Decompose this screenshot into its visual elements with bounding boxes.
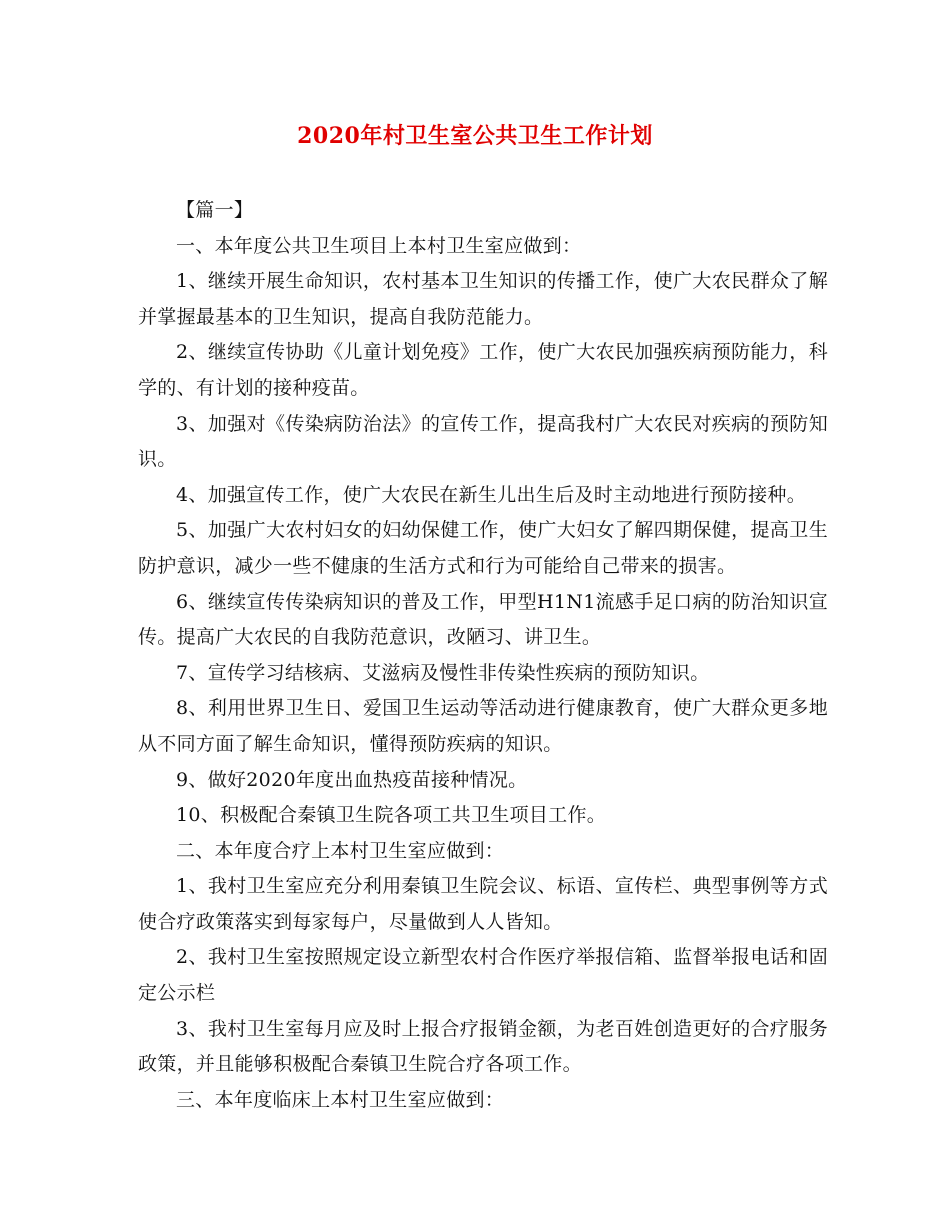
paragraph-1-7: 7、宣传学习结核病、艾滋病及慢性非传染性疾病的预防知识。 [176, 661, 710, 684]
paragraph-2-3: 3、我村卫生室每月应及时上报合疗报销金额，为老百姓创造更好的合疗服务政策，并且能够积极配合秦镇卫生院合疗各项工作。 [138, 1017, 828, 1076]
document-body [138, 193, 828, 1118]
document-title: 2020年村卫生室公共卫生工作计划 [297, 123, 653, 149]
section-label: 【篇一】 [176, 199, 254, 221]
paragraph-1-8: 8、利用世界卫生日、爱国卫生运动等活动进行健康教育，使广大群众更多地从不同方面了解生命知识，懂得预防疾病的知识。 [138, 697, 828, 755]
paragraph-1-9: 9、做好2020年度出血热疫苗接种情况。 [176, 768, 528, 791]
paragraph-2-1: 1、我村卫生室应充分利用秦镇卫生院会议、标语、宣传栏、典型事例等方式使合疗政策落实到每家每户，尽量做到人人皆知。 [138, 875, 828, 933]
paragraph-1-6: 6、继续宣传传染病知识的普及工作，甲型H1N1流感手足口病的防治知识宣传。提高广大农民的自我防范意识，改陋习、讲卫生。 [138, 590, 828, 649]
paragraph-1-5: 5、加强广大农村妇女的妇幼保健工作，使广大妇女了解四期保健，提高卫生防护意识，减少一些不健康的生活方式和行为可能给自己带来的损害。 [138, 519, 828, 577]
paragraph-1-10: 10、积极配合秦镇卫生院各项工共卫生项目工作。 [176, 804, 607, 827]
paragraph-2-2: 2、我村卫生室按照规定设立新型农村合作医疗举报信箱、监督举报电话和固定公示栏 [138, 946, 828, 1005]
paragraph-1-2: 2、继续宣传协助《儿童计划免疫》工作，使广大农民加强疾病预防能力，科学的、有计划的接种疫苗。 [138, 341, 828, 399]
section-heading-3: 三、本年度临床上本村卫生室应做到： [176, 1088, 505, 1111]
paragraph-1-1: 1、继续开展生命知识，农村基本卫生知识的传播工作，使广大农民群众了解并掌握最基本的卫生知识，提高自我防范能力。 [138, 270, 828, 328]
paragraph-1-3: 3、加强对《传染病防治法》的宣传工作，提高我村广大农民对疾病的预防知识。 [138, 412, 828, 471]
section-heading-1: 一、本年度公共卫生项目上本村卫生室应做到： [176, 234, 582, 257]
paragraph-1-4: 4、加强宣传工作，使广大农民在新生儿出生后及时主动地进行预防接种。 [176, 483, 806, 506]
section-heading-2: 二、本年度合疗上本村卫生室应做到： [176, 839, 505, 862]
